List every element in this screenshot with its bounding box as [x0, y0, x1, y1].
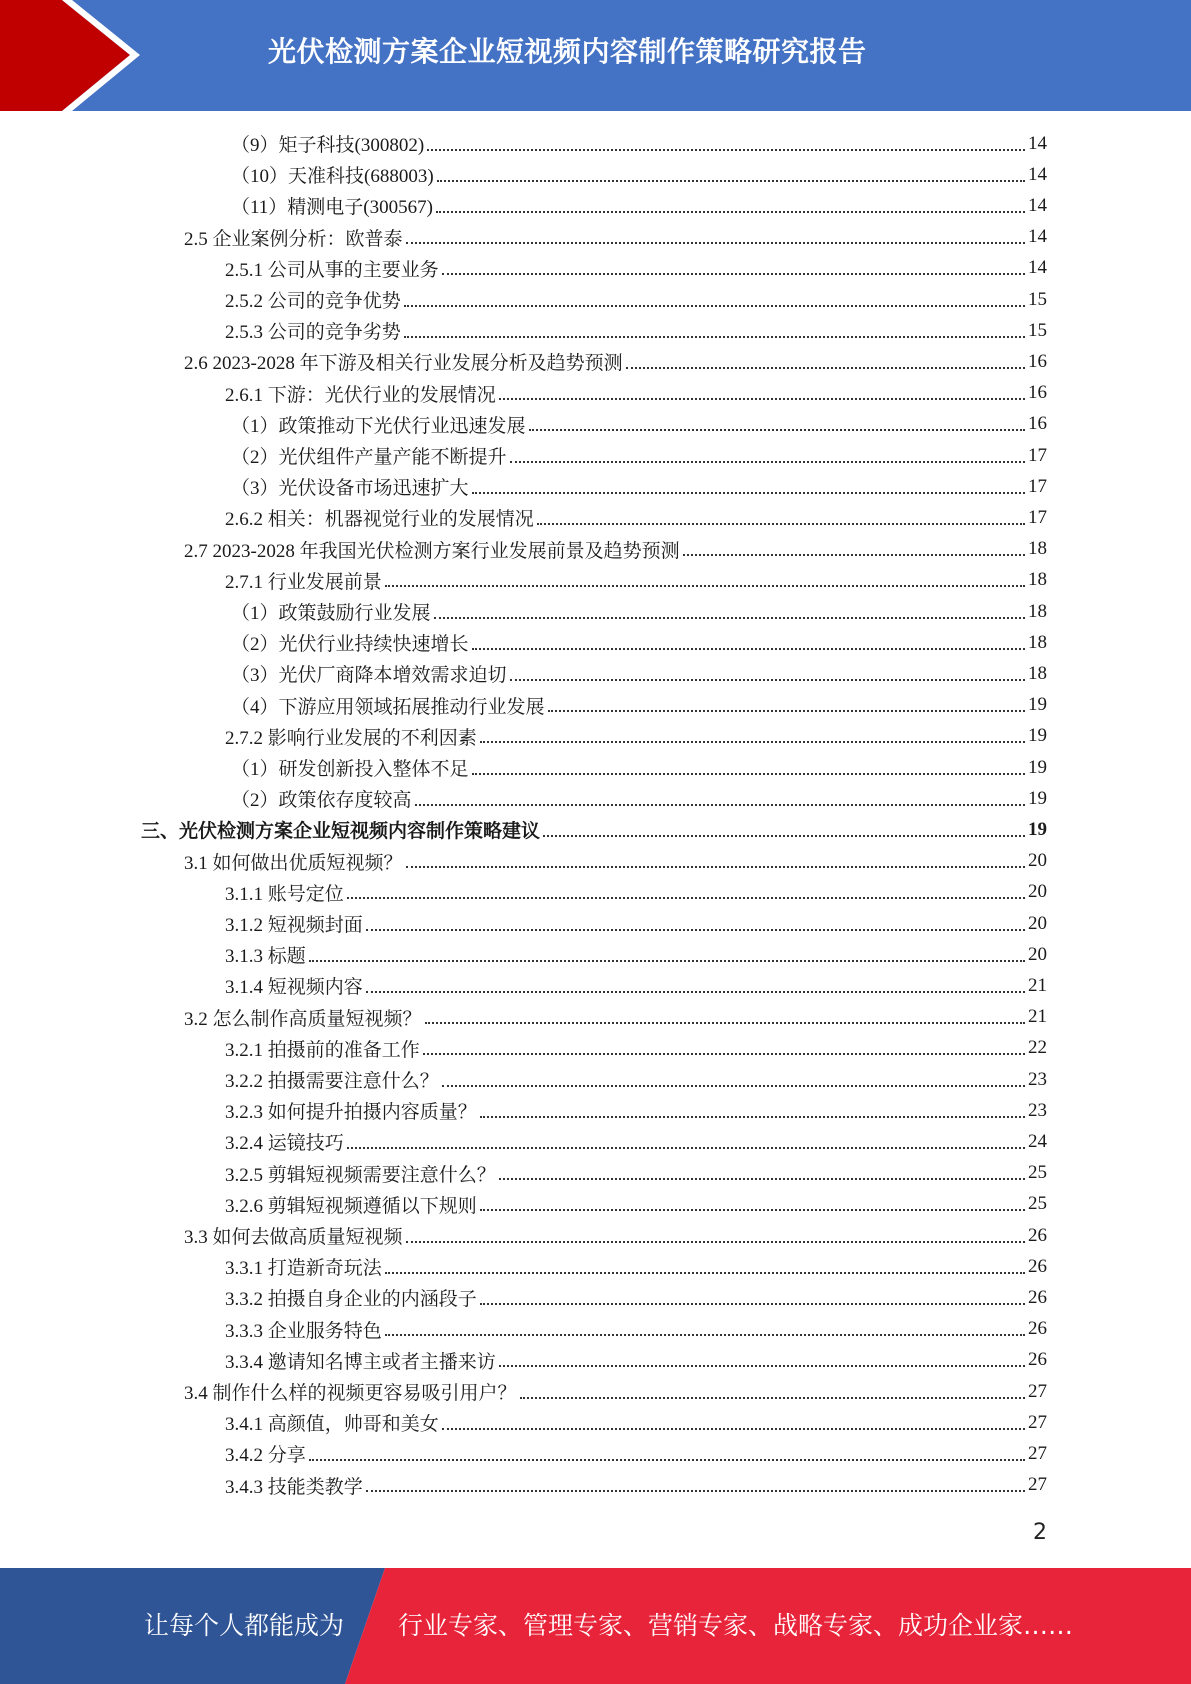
toc-leader-dots — [442, 257, 1025, 275]
toc-leader-dots — [366, 1474, 1025, 1492]
toc-entry-label: 三、光伏检测方案企业短视频内容制作策略建议 — [141, 821, 541, 843]
toc-entry-page: 16 — [1028, 413, 1047, 435]
toc-entry-page: 14 — [1028, 132, 1047, 154]
toc-entry[interactable] — [225, 1095, 1047, 1126]
toc-entry-label: 3.2.3 如何提升拍摄内容质量？ — [225, 1102, 477, 1124]
toc-leader-dots — [510, 663, 1025, 681]
toc-entry-page: 26 — [1028, 1349, 1047, 1371]
toc-entry[interactable] — [225, 939, 1047, 970]
toc-entry-page: 21 — [1028, 1006, 1047, 1028]
toc-entry[interactable] — [231, 627, 1047, 658]
toc-entry-label: （1）政策推动下光伏行业迅速发展 — [231, 415, 526, 437]
report-title: 光伏检测方案企业短视频内容制作策略研究报告 — [268, 35, 867, 68]
footer-slogan-left: 让每个人都能成为 — [144, 1611, 345, 1640]
toc-entry[interactable] — [231, 752, 1047, 783]
toc-entry[interactable] — [225, 1314, 1047, 1345]
toc-leader-dots — [548, 694, 1025, 712]
toc-entry-page: 17 — [1028, 444, 1047, 466]
toc-leader-dots — [480, 725, 1025, 743]
toc-entry-page: 27 — [1028, 1411, 1047, 1433]
toc-leader-dots — [436, 195, 1025, 213]
toc-entry-label: （2）政策依存度较高 — [231, 790, 412, 812]
toc-entry-label: 2.7.2 影响行业发展的不利因素 — [225, 727, 477, 749]
toc-leader-dots — [406, 850, 1025, 868]
toc-leader-dots — [626, 351, 1025, 369]
toc-entry-label: 2.5 企业案例分析：欧普泰 — [184, 228, 403, 250]
toc-entry[interactable] — [225, 1407, 1047, 1438]
toc-entry-label: 3.1.4 短视频内容 — [225, 977, 363, 999]
toc-entry-label: 3.2.4 运镜技巧 — [225, 1133, 344, 1155]
toc-entry-page: 17 — [1028, 475, 1047, 497]
toc-entry-page: 14 — [1028, 163, 1047, 185]
toc-entry[interactable] — [225, 1126, 1047, 1157]
toc-leader-dots — [425, 1006, 1025, 1024]
toc-entry[interactable] — [225, 877, 1047, 908]
toc-entry-page: 23 — [1028, 1099, 1047, 1121]
toc-entry-page: 15 — [1028, 288, 1047, 310]
header-arrow-decoration — [0, 0, 150, 111]
toc-entry-page: 18 — [1028, 662, 1047, 684]
toc-entry-label: 3.1 如何做出优质短视频？ — [184, 852, 403, 874]
toc-entry-label: （3）光伏厂商降本增效需求迫切 — [231, 665, 507, 687]
toc-entry-page: 18 — [1028, 569, 1047, 591]
toc-leader-dots — [366, 975, 1025, 993]
toc-entry[interactable] — [184, 346, 1047, 377]
toc-entry-page: 19 — [1028, 787, 1047, 809]
toc-entry-label: 3.3 如何去做高质量短视频 — [184, 1227, 403, 1248]
toc-leader-dots — [499, 1162, 1025, 1180]
toc-entry[interactable] — [225, 1282, 1047, 1313]
toc-leader-dots — [385, 1318, 1025, 1336]
toc-entry-page: 18 — [1028, 600, 1047, 622]
toc-entry-label: （9）矩子科技(300802) — [231, 135, 425, 156]
toc-entry-label: （2）光伏行业持续快速增长 — [231, 634, 469, 656]
toc-entry[interactable] — [231, 128, 1047, 159]
toc-entry[interactable] — [231, 471, 1047, 502]
toc-entry[interactable] — [225, 1470, 1047, 1501]
toc-entry-page: 24 — [1028, 1130, 1047, 1152]
toc-leader-dots — [480, 1100, 1025, 1118]
toc-entry[interactable] — [231, 190, 1047, 221]
toc-entry-label: 3.2.5 剪辑短视频需要注意什么？ — [225, 1164, 496, 1186]
toc-entry-label: 3.4.3 技能类教学 — [225, 1476, 363, 1498]
toc-entry-page: 19 — [1028, 756, 1047, 778]
toc-entry-label: 2.6 2023-2028 年下游及相关行业发展分析及趋势预测 — [184, 353, 623, 375]
toc-entry[interactable] — [184, 222, 1047, 253]
toc-leader-dots — [415, 788, 1025, 806]
toc-entry-page: 25 — [1028, 1162, 1047, 1184]
toc-entry-page: 26 — [1028, 1318, 1047, 1340]
toc-entry-page: 14 — [1028, 194, 1047, 216]
toc-leader-dots — [529, 413, 1025, 431]
toc-leader-dots — [537, 507, 1025, 525]
toc-leader-dots — [385, 1256, 1025, 1274]
toc-entry-label: 3.1.1 账号定位 — [225, 883, 344, 905]
toc-entry[interactable] — [225, 284, 1047, 315]
toc-entry-page: 27 — [1028, 1474, 1047, 1496]
toc-leader-dots — [309, 944, 1025, 962]
toc-entry[interactable] — [184, 1376, 1047, 1407]
toc-leader-dots — [472, 476, 1025, 494]
toc-entry-page: 18 — [1028, 538, 1047, 560]
toc-leader-dots — [543, 819, 1025, 837]
page-footer — [0, 1568, 1191, 1684]
toc-entry-page: 16 — [1028, 382, 1047, 404]
toc-entry-page: 27 — [1028, 1442, 1047, 1464]
toc-entry-page: 16 — [1028, 350, 1047, 372]
toc-leader-dots — [423, 1037, 1025, 1055]
toc-leader-dots — [309, 1443, 1025, 1461]
toc-entry-label: 3.4 制作什么样的视频更容易吸引用户？ — [184, 1383, 517, 1404]
toc-entry-page: 15 — [1028, 319, 1047, 341]
toc-entry-page: 20 — [1028, 850, 1047, 872]
toc-entry-label: 3.2.2 拍摄需要注意什么？ — [225, 1071, 439, 1092]
toc-leader-dots — [472, 632, 1025, 650]
toc-entry-label: 2.5.3 公司的竞争劣势 — [225, 322, 401, 344]
toc-entry[interactable] — [225, 1251, 1047, 1282]
toc-entry-page: 20 — [1028, 881, 1047, 903]
toc-entry-label: （2）光伏组件产量产能不断提升 — [231, 447, 507, 468]
toc-entry[interactable] — [225, 1033, 1047, 1064]
toc-entry-label: 3.3.3 企业服务特色 — [225, 1320, 382, 1342]
toc-entry-label: （10）天准科技(688003) — [231, 166, 434, 188]
toc-leader-dots — [499, 382, 1025, 400]
toc-entry-page: 25 — [1028, 1193, 1047, 1215]
page-header — [0, 0, 1191, 111]
toc-leader-dots — [347, 1131, 1025, 1149]
toc-entry[interactable] — [225, 721, 1047, 752]
toc-entry[interactable] — [184, 534, 1047, 565]
toc-leader-dots — [499, 1349, 1025, 1367]
toc-leader-dots — [427, 133, 1025, 151]
toc-leader-dots — [683, 538, 1025, 556]
toc-entry-page: 26 — [1028, 1224, 1047, 1246]
toc-entry[interactable] — [225, 565, 1047, 596]
toc-entry-label: 3.3.4 邀请知名博主或者主播来访 — [225, 1351, 496, 1373]
toc-entry[interactable] — [184, 846, 1047, 877]
toc-entry[interactable] — [231, 658, 1047, 689]
toc-entry[interactable] — [225, 315, 1047, 346]
toc-leader-dots — [480, 1287, 1025, 1305]
toc-entry-label: 3.1.2 短视频封面 — [225, 915, 363, 936]
toc-leader-dots — [404, 320, 1025, 338]
toc-entry-page: 19 — [1028, 725, 1047, 747]
toc-entry-page: 23 — [1028, 1068, 1047, 1090]
toc-entry[interactable] — [231, 159, 1047, 190]
toc-entry-page: 19 — [1028, 694, 1047, 716]
toc-entry-label: 2.7.1 行业发展前景 — [225, 571, 382, 593]
toc-entry[interactable] — [225, 378, 1047, 409]
toc-entry-page: 27 — [1028, 1380, 1047, 1402]
toc-entry[interactable] — [184, 1220, 1047, 1251]
toc-entry-page: 21 — [1028, 974, 1047, 996]
toc-leader-dots — [480, 1193, 1025, 1211]
toc-entry-label: 3.2.6 剪辑短视频遵循以下规则 — [225, 1195, 477, 1217]
footer-slogan-right: 行业专家、管理专家、营销专家、战略专家、成功企业家…… — [398, 1611, 1074, 1640]
toc-leader-dots — [347, 881, 1025, 899]
toc-entry[interactable] — [225, 1345, 1047, 1376]
toc-entry-page: 22 — [1028, 1037, 1047, 1059]
toc-entry-page: 17 — [1028, 506, 1047, 528]
toc-entry-label: 2.5.1 公司从事的主要业务 — [225, 259, 439, 281]
toc-entry-label: 3.2 怎么制作高质量短视频？ — [184, 1008, 422, 1030]
toc-leader-dots — [404, 289, 1025, 307]
toc-entry-label: 3.3.2 拍摄自身企业的内涵段子 — [225, 1289, 477, 1311]
page-number: 2 — [1033, 1520, 1047, 1545]
toc-leader-dots — [437, 164, 1025, 182]
toc-leader-dots — [406, 1225, 1025, 1243]
toc-entry-label: 3.2.1 拍摄前的准备工作 — [225, 1039, 420, 1061]
toc-entry-label: （1）研发创新投入整体不足 — [231, 759, 469, 780]
toc-entry[interactable] — [225, 502, 1047, 533]
toc-leader-dots — [385, 569, 1025, 587]
toc-entry[interactable] — [225, 908, 1047, 939]
toc-entry[interactable] — [225, 1438, 1047, 1469]
toc-leader-dots — [442, 1069, 1025, 1087]
toc-entry-label: 3.3.1 打造新奇玩法 — [225, 1258, 382, 1280]
toc-entry-page: 26 — [1028, 1255, 1047, 1277]
toc-entry-label: 2.5.2 公司的竞争优势 — [225, 291, 401, 312]
toc-entry-label: （4）下游应用领域拓展推动行业发展 — [231, 696, 545, 718]
toc-entry-label: 2.7 2023-2028 年我国光伏检测方案行业发展前景及趋势预测 — [184, 540, 680, 562]
toc-entry-page: 14 — [1028, 257, 1047, 279]
toc-entry[interactable] — [231, 783, 1047, 814]
toc-entry[interactable] — [231, 596, 1047, 627]
toc-entry[interactable] — [225, 970, 1047, 1001]
toc-entry-page: 18 — [1028, 631, 1047, 653]
toc-leader-dots — [442, 1412, 1025, 1430]
toc-entry-label: （3）光伏设备市场迅速扩大 — [231, 478, 469, 500]
toc-leader-dots — [366, 913, 1025, 931]
toc-entry-page: 19 — [1028, 818, 1047, 840]
toc-leader-dots — [472, 757, 1025, 775]
toc-entry-page: 20 — [1028, 912, 1047, 934]
toc-entry-label: （11）精测电子(300567) — [231, 197, 433, 219]
toc-chapter-entry[interactable] — [141, 814, 1047, 845]
toc-entry[interactable] — [231, 690, 1047, 721]
toc-entry[interactable] — [231, 409, 1047, 440]
toc-entry-label: 3.4.2 分享 — [225, 1445, 306, 1467]
toc-entry[interactable] — [225, 253, 1047, 284]
toc-entry-page: 20 — [1028, 943, 1047, 965]
toc-entry[interactable] — [184, 1002, 1047, 1033]
toc-leader-dots — [510, 445, 1025, 463]
toc-entry[interactable] — [231, 440, 1047, 471]
toc-entry-label: （1）政策鼓励行业发展 — [231, 603, 431, 624]
toc-entry[interactable] — [225, 1158, 1047, 1189]
toc-leader-dots — [520, 1381, 1025, 1399]
toc-leader-dots — [434, 601, 1025, 619]
toc-entry[interactable] — [225, 1189, 1047, 1220]
toc-entry-label: 2.6.2 相关：机器视觉行业的发展情况 — [225, 509, 534, 531]
toc-entry-label: 3.1.3 标题 — [225, 946, 306, 968]
toc-entry-label: 2.6.1 下游：光伏行业的发展情况 — [225, 384, 496, 406]
toc-entry[interactable] — [225, 1064, 1047, 1095]
toc-entry-page: 26 — [1028, 1286, 1047, 1308]
toc-leader-dots — [406, 226, 1025, 244]
toc-entry-page: 14 — [1028, 226, 1047, 248]
toc-entry-label: 3.4.1 高颜值，帅哥和美女 — [225, 1414, 439, 1436]
